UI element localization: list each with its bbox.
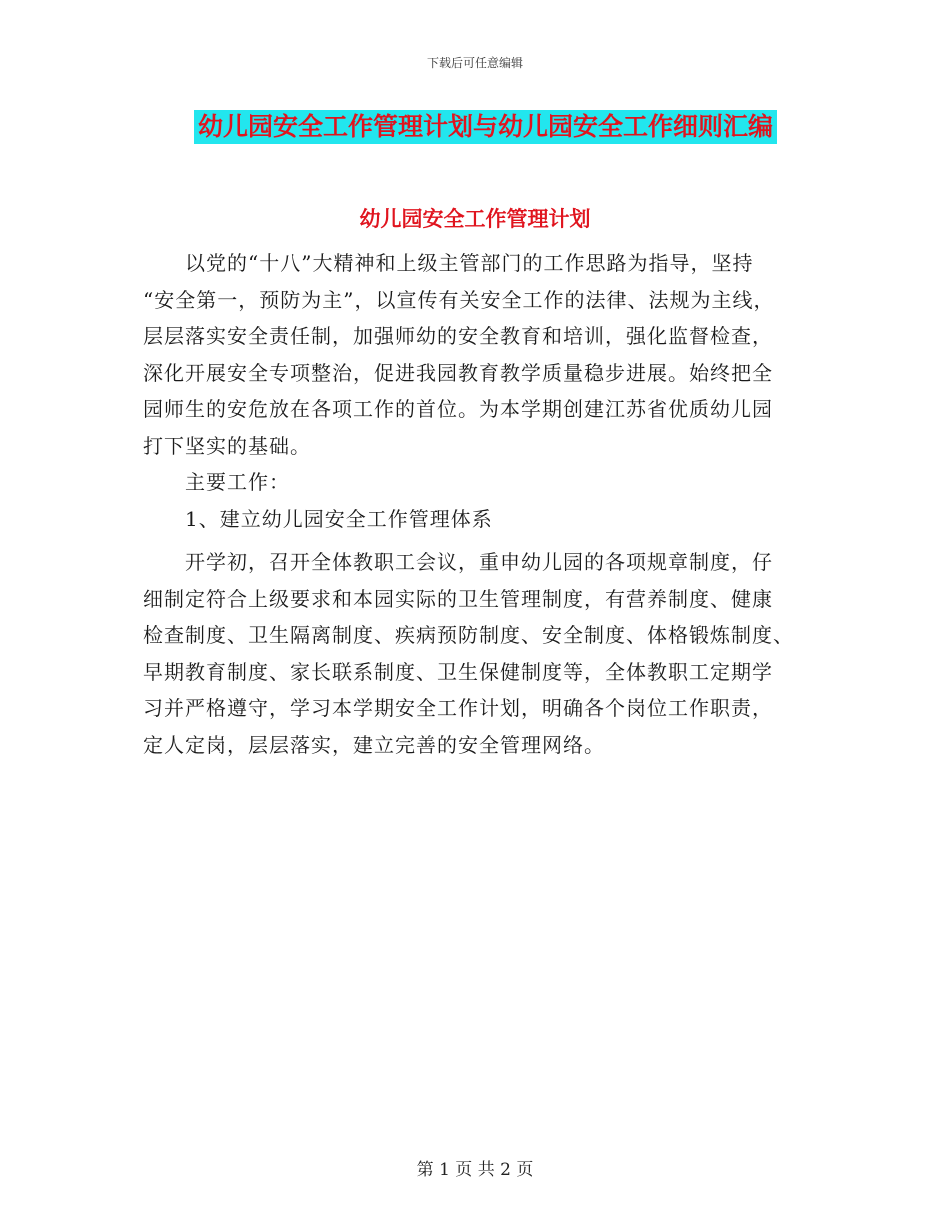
text-line: 层层落实安全责任制，加强师幼的安全教育和培训，强化监督检查， bbox=[143, 324, 773, 348]
page-footer: 第 1 页 共 2 页 bbox=[416, 1160, 534, 1180]
text-line: 深化开展安全专项整治，促进我园教育教学质量稳步进展。始终把全 bbox=[143, 360, 773, 385]
text-line: 早期教育制度、家长联系制度、卫生保健制度等，全体教职工定期学 bbox=[143, 659, 773, 684]
item1-paragraph bbox=[143, 544, 813, 763]
intro-paragraph bbox=[143, 245, 813, 464]
text-line: 细制定符合上级要求和本园实际的卫生管理制度，有营养制度、健康 bbox=[143, 586, 773, 611]
text-line: 定人定岗，层层落实，建立完善的安全管理网络。 bbox=[143, 732, 605, 757]
text-line: 打下坚实的基础。 bbox=[143, 433, 311, 458]
text-line: “安全第一，预防为主”，以宣传有关安全工作的法律、法规为主线， bbox=[143, 287, 775, 312]
header-note: 下载后可任意编辑 bbox=[426, 56, 523, 70]
text-line: 习并严格遵守，学习本学期安全工作计划，明确各个岗位工作职责， bbox=[143, 696, 773, 720]
text-line: 开学初，召开全体教职工会议，重申幼儿园的各项规章制度，仔 bbox=[143, 550, 773, 574]
document-title: 幼儿园安全工作管理计划与幼儿园安全工作细则汇编 bbox=[194, 110, 777, 144]
text-line: 以党的“十八”大精神和上级主管部门的工作思路为指导，坚持 bbox=[143, 251, 754, 275]
item-heading: 1、建立幼儿园安全工作管理体系 bbox=[143, 506, 493, 531]
text-line: 园师生的安危放在各项工作的首位。为本学期创建江苏省优质幼儿园 bbox=[143, 397, 773, 421]
main-work-heading: 主要工作： bbox=[143, 470, 290, 494]
text-line: 检查制度、卫生隔离制度、疾病预防制度、安全制度、体格锻炼制度、 bbox=[143, 623, 794, 647]
main-work-section bbox=[143, 464, 813, 537]
section-title: 幼儿园安全工作管理计划 bbox=[359, 207, 591, 231]
